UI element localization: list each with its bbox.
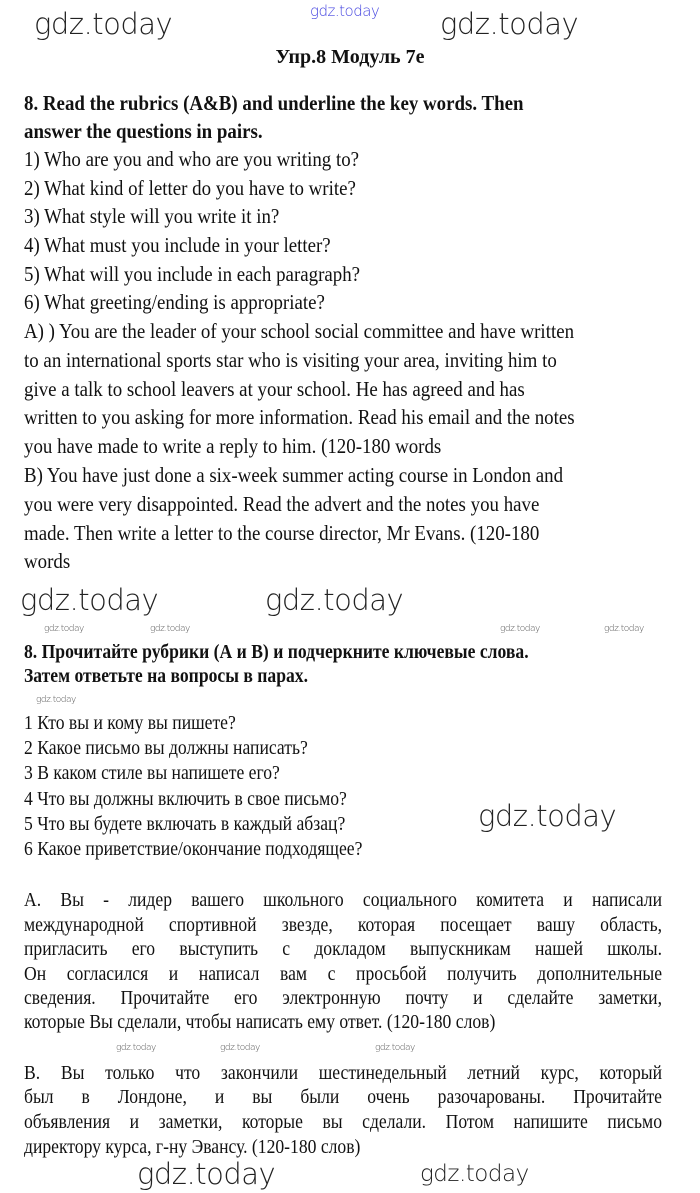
rubric-line: written to you asking for more information. Read his email and the notes [24, 405, 575, 429]
watermark: gdz.today [116, 1043, 156, 1053]
rubric-line: пригласить его выступить с докладом выпускникам нашей школы. [24, 938, 662, 960]
heading-line: answer the questions in pairs. [24, 119, 263, 143]
rubric-line: сведения. Прочитайте его электронную почту и сделайте заметки, [24, 987, 662, 1009]
rubric-line: международной спортивной звезде, которая посещает вашу область, [24, 914, 662, 936]
rubric-line: made. Then write a letter to the course director, Mr Evans. (120-180 [24, 521, 540, 545]
heading-line: 8. Read the rubrics (A&B) and underline the key words. Then [24, 91, 524, 115]
watermark: gdz.today [440, 7, 579, 41]
rubric-line: to an international sports star who is visiting your area, inviting him to [24, 348, 557, 372]
question-item: 5) What will you include in each paragraph? [24, 262, 361, 286]
question-item: 3) What style will you write it in? [24, 204, 280, 228]
watermark-top: gdz.today [310, 2, 380, 20]
watermark: gdz.today [36, 695, 76, 705]
rubric-line: you have made to write a reply to him. (120-180 words [24, 434, 442, 458]
watermark: gdz.today [604, 624, 644, 634]
question-item: 1) Who are you and who are you writing to? [24, 147, 360, 171]
watermark: gdz.today [478, 799, 617, 833]
watermark: gdz.today [420, 1161, 529, 1187]
rubric-line: Он согласился и написал вам с просьбой получить дополнительные [24, 963, 662, 985]
question-item: 5 Что вы будете включать в каждый абзац? [24, 813, 346, 835]
heading-line: 8. Прочитайте рубрики (А и В) и подчеркните ключевые слова. [24, 641, 529, 663]
question-item: 3 В каком стиле вы напишете его? [24, 762, 280, 784]
rubric-line: you were very disappointed. Read the advert and the notes you have [24, 492, 540, 516]
rubric-line: В. Вы только что закончили шестинедельный летний курс, который [24, 1062, 662, 1084]
watermark: gdz.today [500, 624, 540, 634]
question-item: 6 Какое приветствие/окончание подходящее? [24, 838, 363, 860]
question-item: 2) What kind of letter do you have to write? [24, 176, 356, 200]
page-title: Упр.8 Модуль 7e [275, 46, 425, 68]
watermark: gdz.today [137, 1157, 276, 1191]
question-item: 4) What must you include in your letter? [24, 233, 331, 257]
watermark: gdz.today [20, 583, 159, 617]
rubric-line: А. Вы - лидер вашего школьного социального комитета и написали [24, 889, 662, 911]
rubric-line: B) You have just done a six-week summer acting course in London and [24, 463, 564, 487]
rubric-line: words [24, 549, 71, 573]
rubric-line: объявления и заметки, которые вы сделали. Потом напишите письмо [24, 1111, 662, 1133]
rubric-line: был в Лондоне, и вы были очень разочарованы. Прочитайте [24, 1086, 662, 1108]
question-item: 4 Что вы должны включить в свое письмо? [24, 788, 347, 810]
watermark: gdz.today [220, 1043, 260, 1053]
heading-line: Затем ответьте на вопросы в парах. [24, 665, 308, 687]
watermark: gdz.today [265, 583, 404, 617]
watermark: gdz.today [44, 624, 84, 634]
watermark: gdz.today [150, 624, 190, 634]
question-item: 2 Какое письмо вы должны написать? [24, 737, 308, 759]
question-item: 1 Кто вы и кому вы пишете? [24, 712, 236, 734]
rubric-line: директору курса, г-ну Эвансу. (120-180 слов) [24, 1136, 361, 1158]
rubric-line: A) ) You are the leader of your school social committee and have written [24, 319, 575, 343]
rubric-line: которые Вы сделали, чтобы написать ему ответ. (120-180 слов) [24, 1011, 496, 1033]
watermark: gdz.today [34, 7, 173, 41]
watermark: gdz.today [375, 1043, 415, 1053]
question-item: 6) What greeting/ending is appropriate? [24, 290, 325, 314]
rubric-line: give a talk to school leavers at your school. He has agreed and has [24, 377, 525, 401]
